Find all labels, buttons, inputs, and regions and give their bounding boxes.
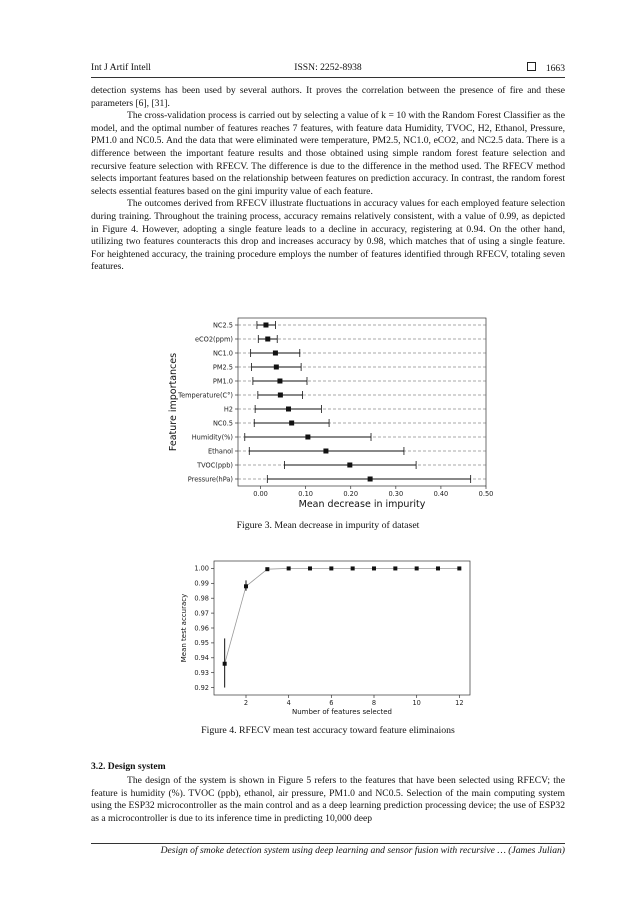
x-tick-label: 6: [329, 699, 334, 707]
section-heading: 3.2. Design system: [91, 761, 166, 772]
x-tick-label: 0.00: [253, 490, 268, 498]
data-point: [457, 566, 461, 570]
data-point: [329, 566, 333, 570]
issn: ISSN: 2252-8938: [294, 62, 362, 73]
data-point: [347, 463, 352, 468]
journal-name: Int J Artif Intell: [91, 62, 151, 73]
page-number: 1663: [545, 63, 565, 74]
y-tick-label: PM2.5: [212, 363, 233, 372]
data-point: [287, 566, 291, 570]
y-tick-label: 0.92: [194, 683, 209, 692]
data-point: [368, 477, 373, 482]
x-tick-label: 0.50: [478, 490, 494, 498]
data-point: [223, 662, 227, 666]
data-point: [265, 337, 270, 342]
y-tick-label: Temperature(C°): [178, 391, 233, 400]
figure-4-chart: [176, 555, 476, 721]
text-block-top: [91, 85, 565, 274]
data-point: [289, 421, 294, 426]
y-tick-label: 0.99: [194, 579, 209, 588]
data-point: [351, 566, 355, 570]
y-axis-label: Feature importances: [168, 352, 179, 452]
data-point: [415, 566, 419, 570]
data-point: [323, 449, 328, 454]
figure-3-caption: Figure 3. Mean decrease in impurity of dataset: [236, 520, 420, 531]
figure-3-chart: [160, 314, 500, 510]
y-tick-label: Ethanol: [207, 447, 233, 456]
data-point: [273, 351, 278, 356]
y-tick-label: 0.96: [194, 624, 209, 633]
y-tick-label: 0.93: [194, 668, 209, 677]
y-tick-label: eCO2(ppm): [195, 335, 233, 344]
x-tick-label: 4: [286, 699, 291, 707]
y-tick-label: NC0.5: [212, 419, 233, 428]
series-line: [225, 568, 460, 663]
y-tick-label: H2: [223, 405, 233, 414]
x-axis-label: Mean decrease in impurity: [298, 499, 426, 510]
x-tick-label: 0.10: [298, 490, 313, 498]
y-tick-label: 0.98: [194, 594, 209, 603]
page-header: [91, 62, 565, 76]
x-axis-label: Number of features selected: [291, 708, 393, 716]
data-point: [244, 584, 248, 588]
data-point: [372, 566, 376, 570]
y-tick-label: 0.94: [194, 654, 209, 663]
data-point: [274, 365, 279, 370]
y-tick-label: Humidity(%): [191, 433, 233, 442]
data-point: [277, 379, 282, 384]
y-tick-label: NC1.0: [212, 349, 233, 358]
figure-4-caption: Figure 4. RFECV mean test accuracy toward feature eliminaions: [201, 725, 455, 736]
y-axis-label: Mean test accuracy: [180, 593, 188, 663]
x-tick-label: 12: [455, 699, 464, 707]
plot-frame: [238, 318, 486, 486]
y-tick-label: NC2.5: [212, 321, 233, 330]
x-tick-label: 2: [243, 699, 249, 707]
y-tick-label: 0.97: [194, 609, 209, 618]
x-tick-label: 8: [371, 699, 377, 707]
paragraph: The design of the system is shown in Figure 5 refers to the features that have been selected using RFECV; the feature is humidity (%). TVOC (ppb), ethanol, air pressure, PM1.0 and NC0.5. Selection of the main computing system using the ESP32 microcontroller as the main control and as a deep learning prediction processing device; the use of ESP32 as a microcontroller is due to its inference time in predicting 10,000 deep: [91, 775, 565, 824]
header-rule: [91, 77, 565, 78]
data-point: [265, 567, 269, 571]
text-block-bottom: [91, 775, 565, 825]
paragraph: The outcomes derived from RFECV illustrate fluctuations in accuracy values for each employed feature selection during training. Throughout the training process, accuracy remains relatively consistent, with a value of 0.99, as depicted in Figure 4. However, adopting a single feature leads to a decline in accuracy, registering at 0.94. On the other hand, utilizing two features counteracts this drop and increases accuracy by 0.98, which matches that of using a single feature. For heightened accuracy, the training procedure employs the number of features identified through RFECV, totaling seven features.: [91, 198, 565, 273]
x-tick-label: 0.30: [388, 490, 404, 498]
paragraph: The cross-validation process is carried out by selecting a value of k = 10 with the Random Forest Classifier as the model, and the optimal number of features reaches 7 features, with feature data Humidity, TVOC, H2, Ethanol, Pressure, PM1.0 and NC0.5. And the data that were eliminated were temperature, PM2.5, NC1.0, eCO2, and NC2.5 data. There is a difference between the important feature results and those obtained using simple random forest feature selection and recursive feature selection with RFECV. The difference is due to the difference in the method used. The RFECV method selects important features based on the relationship between features on prediction accuracy. In contrast, the random forest selects essential features based on the gini impurity value of each feature.: [91, 110, 565, 197]
footer-rule: [91, 843, 565, 844]
y-tick-label: 1.00: [194, 564, 209, 573]
x-tick-label: 0.20: [343, 490, 359, 498]
y-tick-label: 0.95: [194, 639, 209, 648]
checkbox-icon: [527, 62, 536, 71]
data-point: [308, 566, 312, 570]
data-point: [436, 566, 440, 570]
x-tick-label: 0.40: [433, 490, 449, 498]
page-footer: Design of smoke detection system using deep learning and sensor fusion with recursive … (James Julian): [160, 845, 565, 856]
data-point: [263, 323, 268, 328]
data-point: [305, 435, 310, 440]
data-point: [286, 407, 291, 412]
data-point: [393, 566, 397, 570]
y-tick-label: PM1.0: [212, 377, 233, 386]
y-tick-label: TVOC(ppb): [197, 461, 233, 470]
x-tick-label: 10: [412, 699, 421, 707]
y-tick-label: Pressure(hPa): [187, 475, 233, 484]
data-point: [278, 393, 283, 398]
paragraph: detection systems has been used by several authors. It proves the correlation between the presence of fire and these parameters [6], [31].: [91, 85, 565, 109]
